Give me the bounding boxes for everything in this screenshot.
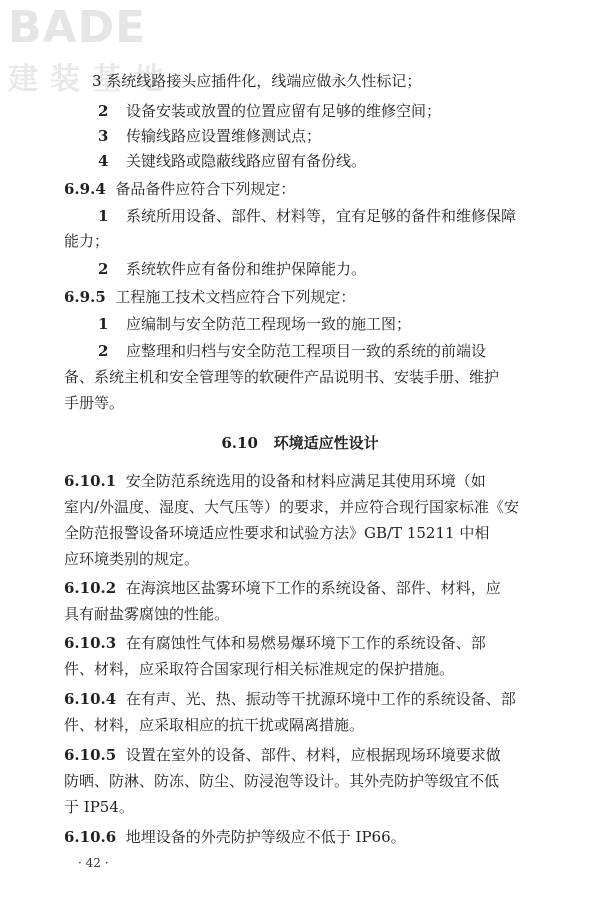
clause-6-9-4: 6.9.4 备品备件应符合下列规定： [64,180,296,198]
list-item: 1 应编制与安全防范工程现场一致的施工图； [98,315,412,333]
clause-cont: 应环境类别的规定。 [64,550,200,568]
clause-6-10-3: 6.10.3 在有腐蚀性气体和易燃易爆环境下工作的系统设备、部 [64,634,486,652]
list-item: 2 应整理和归档与安全防范工程项目一致的系统的前端设 [98,342,487,360]
clause-cont: 件、材料，应采取符合国家现行相关标准规定的保护措施。 [64,660,455,678]
clause-6-10-5: 6.10.5 设置在室外的设备、部件、材料，应根据现场环境要求做 [64,746,501,764]
logo-subtitle: 建装基地 [8,62,176,97]
clause-6-10-1: 6.10.1 安全防范系统选用的设备和材料应满足其使用环境（如 [64,472,486,490]
clause-cont: 防晒、防淋、防冻、防尘、防浸泡等设计。其外壳防护等级宜不低 [64,772,500,790]
page-number: · 42 · [78,856,109,870]
section-heading: 6.10 环境适应性设计 [221,434,379,452]
list-item: 1 系统所用设备、部件、材料等，宜有足够的备件和维修保障 [98,207,517,225]
clause-cont: 具有耐盐雾腐蚀的性能。 [64,605,230,623]
logo-word: BADE [8,2,147,53]
clause-6-10-6: 6.10.6 地埋设备的外壳防护等级应不低于 IP66。 [64,828,406,846]
clause-6-10-2: 6.10.2 在海滨地区盐雾环境下工作的系统设备、部件、材料，应 [64,579,501,597]
list-item-cont: 能力； [64,232,110,250]
list-item-cont: 手册等。 [64,394,125,412]
list-item: 2 设备安装或放置的位置应留有足够的维修空间； [98,102,442,120]
list-item: 2 系统软件应有备份和维护保障能力。 [98,260,367,278]
list-item: 3 系统线路接头应插件化，线端应做永久性标记； [92,72,422,90]
clause-cont: 全防范报警设备环境适应性要求和试验方法》GB/T 15211 中相 [64,524,490,542]
clause-cont: 件、材料，应采取相应的抗干扰或隔离措施。 [64,716,365,734]
clause-cont: 室内/外温度、湿度、大气压等）的要求，并应符合现行国家标准《安 [64,498,520,516]
list-item-cont: 备、系统主机和安全管理等的软硬件产品说明书、安装手册、维护 [64,368,500,386]
list-item: 4 关键线路或隐蔽线路应留有备份线。 [98,152,367,170]
clause-6-10-4: 6.10.4 在有声、光、热、振动等干扰源环境中工作的系统设备、部 [64,690,516,708]
list-item: 3 传输线路应设置维修测试点； [98,127,322,145]
clause-cont: 于 IP54。 [64,798,134,816]
clause-6-9-5: 6.9.5 工程施工技术文档应符合下列规定： [64,288,356,306]
